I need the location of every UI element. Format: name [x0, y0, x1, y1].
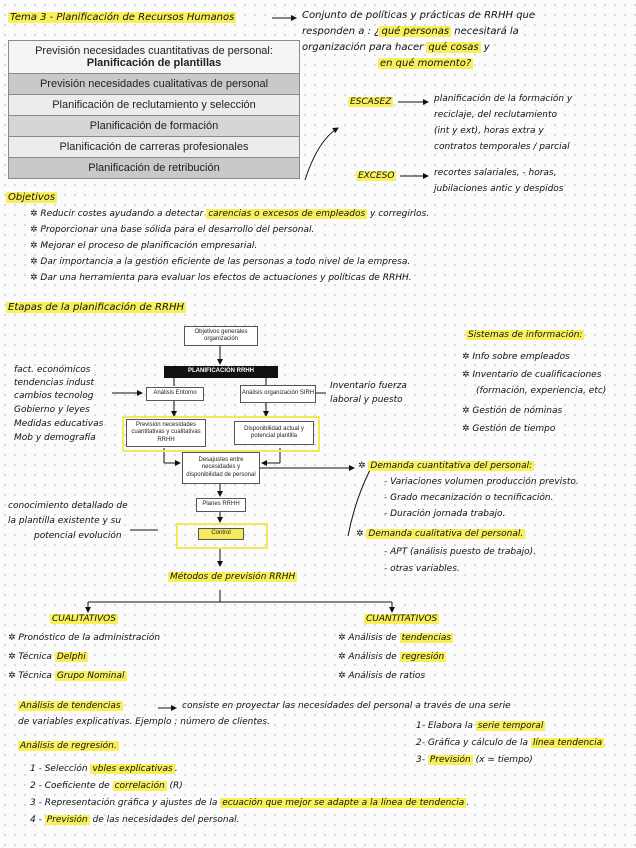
star-icon: ✲: [8, 652, 19, 662]
tendencias-label: Análisis de tendencias: [20, 701, 121, 711]
tendencias-line-1: consiste en proyectar las necesidades del personal a través de una serie: [182, 701, 511, 711]
diagram-analisis-org-box: Análisis organización SIRH: [240, 385, 316, 403]
escasez-line: planificación de la formación y: [434, 94, 573, 104]
definition-line-1: Conjunto de políticas y prácticas de RRHH que: [302, 10, 536, 21]
escasez-line: contratos temporales / parcial: [434, 142, 570, 152]
diagram-analisis-entorno-box: Análisis Entorno: [146, 387, 204, 401]
conocimiento-line: conocimiento detallado de: [8, 501, 128, 511]
sistemas-heading: Sistemas de información:: [468, 330, 583, 340]
star-icon: ✲: [30, 241, 41, 251]
table-cell-bold: Planificación de plantillas: [86, 57, 222, 69]
star-icon: ✲: [30, 257, 41, 267]
conocimiento-line: potencial evolución: [34, 531, 122, 541]
tendencias-line-2: de variables explicativas. Ejemplo : número de clientes.: [18, 717, 270, 727]
factor-item: Medidas educativas: [14, 419, 104, 429]
star-icon: ✲: [30, 209, 41, 219]
regresion-step: 1 - Selección vbles explicativas .: [30, 764, 178, 774]
sistemas-item: ✲ Inventario de cualificaciones: [462, 370, 602, 380]
diagram-objetivos-box: Objetivos generales organización: [184, 326, 258, 346]
definition-line-3: organización para hacer qué cosas y: [302, 42, 490, 53]
star-icon: ✲: [358, 461, 369, 471]
objetivo-item: ✲ Proporcionar una base sólida para el desarrollo del personal.: [30, 225, 315, 235]
star-icon: ✲: [30, 273, 41, 283]
star-icon: ✲: [462, 424, 473, 434]
conocimiento-line: la plantilla existente y su: [8, 516, 122, 526]
regresion-step: 2 - Coeficiente de correlación (R): [30, 781, 183, 791]
cuantitativos-item: ✲ Análisis de regresión: [338, 652, 445, 662]
star-icon: ✲: [462, 352, 473, 362]
demanda-cuanti-item: - Variaciones volumen producción previsto.: [384, 477, 579, 487]
demanda-cuanti-item: - Duración jornada trabajo.: [384, 509, 506, 519]
page-title: Tema 3 - Planificación de Recursos Humanos: [10, 12, 235, 23]
cuantitativos-heading: CUANTITATIVOS: [366, 614, 438, 624]
demanda-cuanti-heading: ✲ Demanda cuantitativa del personal:: [358, 461, 533, 471]
demanda-cuali-item: - APT (análisis puesto de trabajo).: [384, 547, 537, 557]
star-icon: ✲: [30, 225, 41, 235]
factor-item: tendencias indust: [14, 378, 95, 388]
demanda-cuanti-item: - Grado mecanización o tecnificación.: [384, 493, 554, 503]
definition-line-2: responden a : ¿ qué personas necesitará la: [302, 26, 519, 37]
cualitativos-heading: CUALITATIVOS: [52, 614, 116, 624]
cualitativos-item: ✲ Técnica Delphi: [8, 652, 86, 662]
tendencias-step: 1- Elabora la serie temporal: [416, 721, 544, 731]
objetivo-item: ✲ Reducir costes ayudando a detectar carencias o excesos de empleados y corregirlos.: [30, 209, 430, 219]
sistemas-item: ✲ Info sobre empleados: [462, 352, 570, 362]
cuantitativos-item: ✲ Análisis de ratios: [338, 671, 426, 681]
star-icon: ✲: [338, 671, 349, 681]
star-icon: ✲: [462, 370, 473, 380]
sistemas-item: ✲ Gestión de tiempo: [462, 424, 556, 434]
escasez-line: reciclaje, del reclutamiento: [434, 110, 557, 120]
star-icon: ✲: [338, 652, 349, 662]
objetivo-item: ✲ Dar una herramienta para evaluar los efectos de actuaciones y políticas de RRHH.: [30, 273, 412, 283]
regresion-step: 4 - Previsión de las necesidades del personal.: [30, 815, 240, 825]
diagram-control-box: Control: [198, 528, 244, 540]
regresion-step: 3 - Representación gráfica y ajustes de la ecuación que mejor se adapte a la línea de tendencia .: [30, 798, 470, 808]
escasez-line: (int y ext), horas extra y: [434, 126, 544, 136]
diagram-disponibilidad-box: Disponibilidad actual y potencial plantilla: [234, 421, 314, 445]
objetivo-item: ✲ Mejorar el proceso de planificación empresarial.: [30, 241, 258, 251]
sistemas-item: (formación, experiencia, etc): [476, 386, 607, 396]
demanda-cuali-item: - otras variables.: [384, 564, 460, 574]
tendencias-step: 2- Gráfica y cálculo de la línea tendencia: [416, 738, 603, 748]
table-cell: Previsión necesidades cualitativas de personal: [9, 74, 300, 95]
star-icon: ✲: [356, 529, 367, 539]
exceso-line: jubilaciones antic y despidos: [434, 184, 564, 194]
regresion-label: Análisis de regresión.: [20, 741, 117, 751]
inventario-line: Inventario fuerza: [330, 381, 407, 391]
exceso-label: EXCESO: [358, 171, 395, 181]
objetivos-heading: Objetivos: [8, 192, 56, 203]
objetivo-item: ✲ Dar importancia a la gestión eficiente de las personas a todo nivel de la empresa.: [30, 257, 411, 267]
demanda-cuali-heading: ✲ Demanda cualitativa del personal.: [356, 529, 524, 539]
factor-item: fact. económicos: [14, 365, 91, 375]
etapas-heading: Etapas de la planificación de RRHH: [8, 302, 184, 313]
definition-line-4: en qué momento?: [380, 58, 472, 69]
escasez-label: ESCASEZ: [350, 97, 392, 107]
diagram-desajustes-box: Desajustes entre necesidades y disponibilidad de personal: [182, 452, 260, 484]
cualitativos-item: ✲ Pronóstico de la administración: [8, 633, 161, 643]
table-cell: Planificación de reclutamiento y selección: [9, 95, 300, 116]
exceso-line: recortes salariales, - horas,: [434, 168, 557, 178]
star-icon: ✲: [338, 633, 349, 643]
factor-item: cambios tecnolog: [14, 391, 94, 401]
diagram-prevision-box: Previsión necesidades cuantitativas y cualitativas RRHH: [126, 419, 206, 447]
star-icon: ✲: [8, 671, 19, 681]
table-cell: Planificación de carreras profesionales: [9, 137, 300, 158]
diagram-planes-box: Planes RRHH: [196, 498, 246, 512]
table-cell: Planificación de formación: [9, 116, 300, 137]
star-icon: ✲: [8, 633, 19, 643]
cuantitativos-item: ✲ Análisis de tendencias: [338, 633, 452, 643]
cualitativos-item: ✲ Técnica Grupo Nominal: [8, 671, 125, 681]
factor-item: Gobierno y leyes: [14, 405, 90, 415]
tendencias-step: 3- Previsión (x = tiempo): [416, 755, 533, 765]
metodos-heading: Métodos de previsión RRHH: [170, 572, 296, 582]
factor-item: Mob y demografía: [14, 433, 96, 443]
sistemas-item: ✲ Gestión de nóminas: [462, 406, 563, 416]
table-cell: Planificación de retribución: [9, 158, 300, 179]
star-icon: ✲: [462, 406, 473, 416]
diagram-planificacion-box: PLANIFICACIÓN RRHH: [164, 366, 278, 378]
inventario-line: laboral y puesto: [330, 395, 403, 405]
table-cell: Previsión necesidades cuantitativas de personal:: [35, 45, 273, 57]
